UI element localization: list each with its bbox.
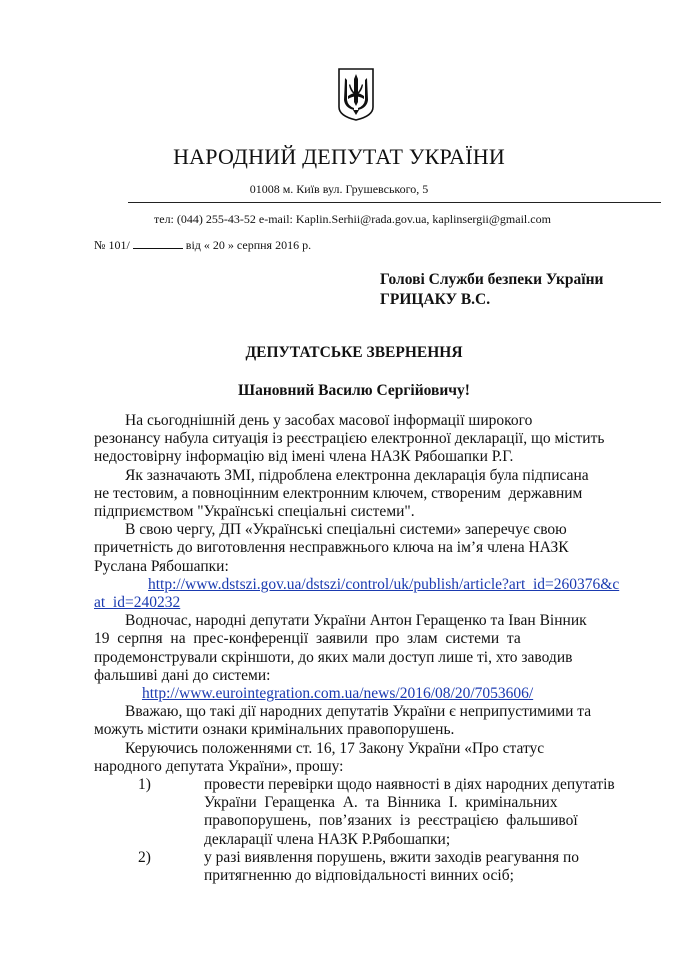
letter-body [94,412,630,885]
paragraph-line: не тестовим, а повноцінним електронним ключем, створеним державним [94,484,583,502]
paragraph-line: недостовірну інформацію від імені члена НАЗК Рябошапки Р.Г. [94,448,514,466]
letterhead-divider [128,202,661,203]
paragraph-2 [94,467,630,522]
paragraph-line: підприємством "Українські спеціальні системи". [94,503,415,521]
letterhead-contacts: тел: (044) 255-43-52 e-mail: Kaplin.Serhii@rada.gov.ua, kaplinsergii@gmail.com [154,212,551,226]
request-item-1 [94,776,630,849]
paragraph-line: можуть містити ознаки кримінальних правопорушень. [94,721,455,739]
paragraph-4 [94,612,630,685]
paragraph-line: Керуючись положеннями ст. 16, 17 Закону України «Про статус [94,739,545,757]
request-item-2 [94,849,630,885]
paragraph-line: На сьогоднішній день у засобах масової інформації широкого [94,412,533,429]
paragraph-line: резонансу набула ситуація із реєстрацією електронної декларації, що містить [94,430,605,448]
paragraph-5 [94,703,630,739]
recipient-position: Голові Служби безпеки України [380,271,604,288]
paragraph-line: Як зазначають ЗМІ, підроблена електронна декларація була підписана [94,466,589,484]
outgoing-number [94,238,311,253]
salutation: Шановний Василю Сергійовичу! [238,382,470,399]
dstszi-link-line-2[interactable]: at_id=240232 [94,594,181,612]
request-line: правопорушень, пов’язаних із реєстрацією фальшивої [204,812,578,830]
document-heading: ДЕПУТАТСЬКЕ ЗВЕРНЕННЯ [245,344,463,361]
paragraph-line: В свою чергу, ДП «Українські спеціальні системи» заперечує свою [94,521,567,539]
dstszi-link-line-1[interactable]: http://www.dstszi.gov.ua/dstszi/control/uk/publish/article?art_id=260376&c [148,575,620,593]
paragraph-line: Водночас, народні депутати України Антон Геращенко та Іван Вінник [94,612,587,630]
paragraph-line: народного депутата України», прошу: [94,757,344,775]
request-line: декларації члена НАЗК Р.Рябошапки; [204,830,451,848]
paragraph-1 [94,412,630,467]
outgoing-number-blank [133,238,183,249]
request-number: 1) [138,776,151,794]
letterhead-title: НАРОДНИЙ ДЕПУТАТ УКРАЇНИ [173,144,505,169]
trident-emblem-icon [336,66,376,122]
request-line: притягненню до відповідальності винних осіб; [204,867,514,885]
outgoing-date: від « 20 » серпня 2016 р. [185,238,312,252]
eurointegration-link[interactable]: http://www.eurointegration.com.ua/news/2016/08/20/7053606/ [142,685,534,703]
letterhead-address: 01008 м. Київ вул. Грушевського, 5 [249,182,429,196]
paragraph-line: Вважаю, що такі дії народних депутатів України є неприпустимими та [94,703,592,721]
outgoing-number-prefix: № 101/ [94,238,130,252]
paragraph-line: причетність до виготовлення несправжнього ключа на ім’я члена НАЗК [94,539,569,557]
paragraph-line: фальшиві дані до системи: [94,666,271,684]
recipient-block [380,270,603,310]
paragraph-line: Руслана Рябошапки: [94,557,229,575]
recipient-name: ГРИЦАКУ В.С. [380,291,491,308]
paragraph-line: 19 серпня на прес-конференції заявили про злам системи та [94,630,521,648]
request-line: у разі виявлення порушень, вжити заходів реагування по [204,848,580,866]
paragraph-6 [94,740,630,776]
dstszi-link[interactable] [94,576,630,594]
paragraph-3 [94,521,630,576]
paragraph-line: продемонстрували скріншоти, до яких мали доступ лише ті, хто заводив [94,648,573,666]
request-number: 2) [138,848,151,866]
request-line: провести перевірки щодо наявності в діях народних депутатів [204,776,615,794]
request-line: України Геращенка А. та Вінника І. кримінальних [204,794,558,812]
